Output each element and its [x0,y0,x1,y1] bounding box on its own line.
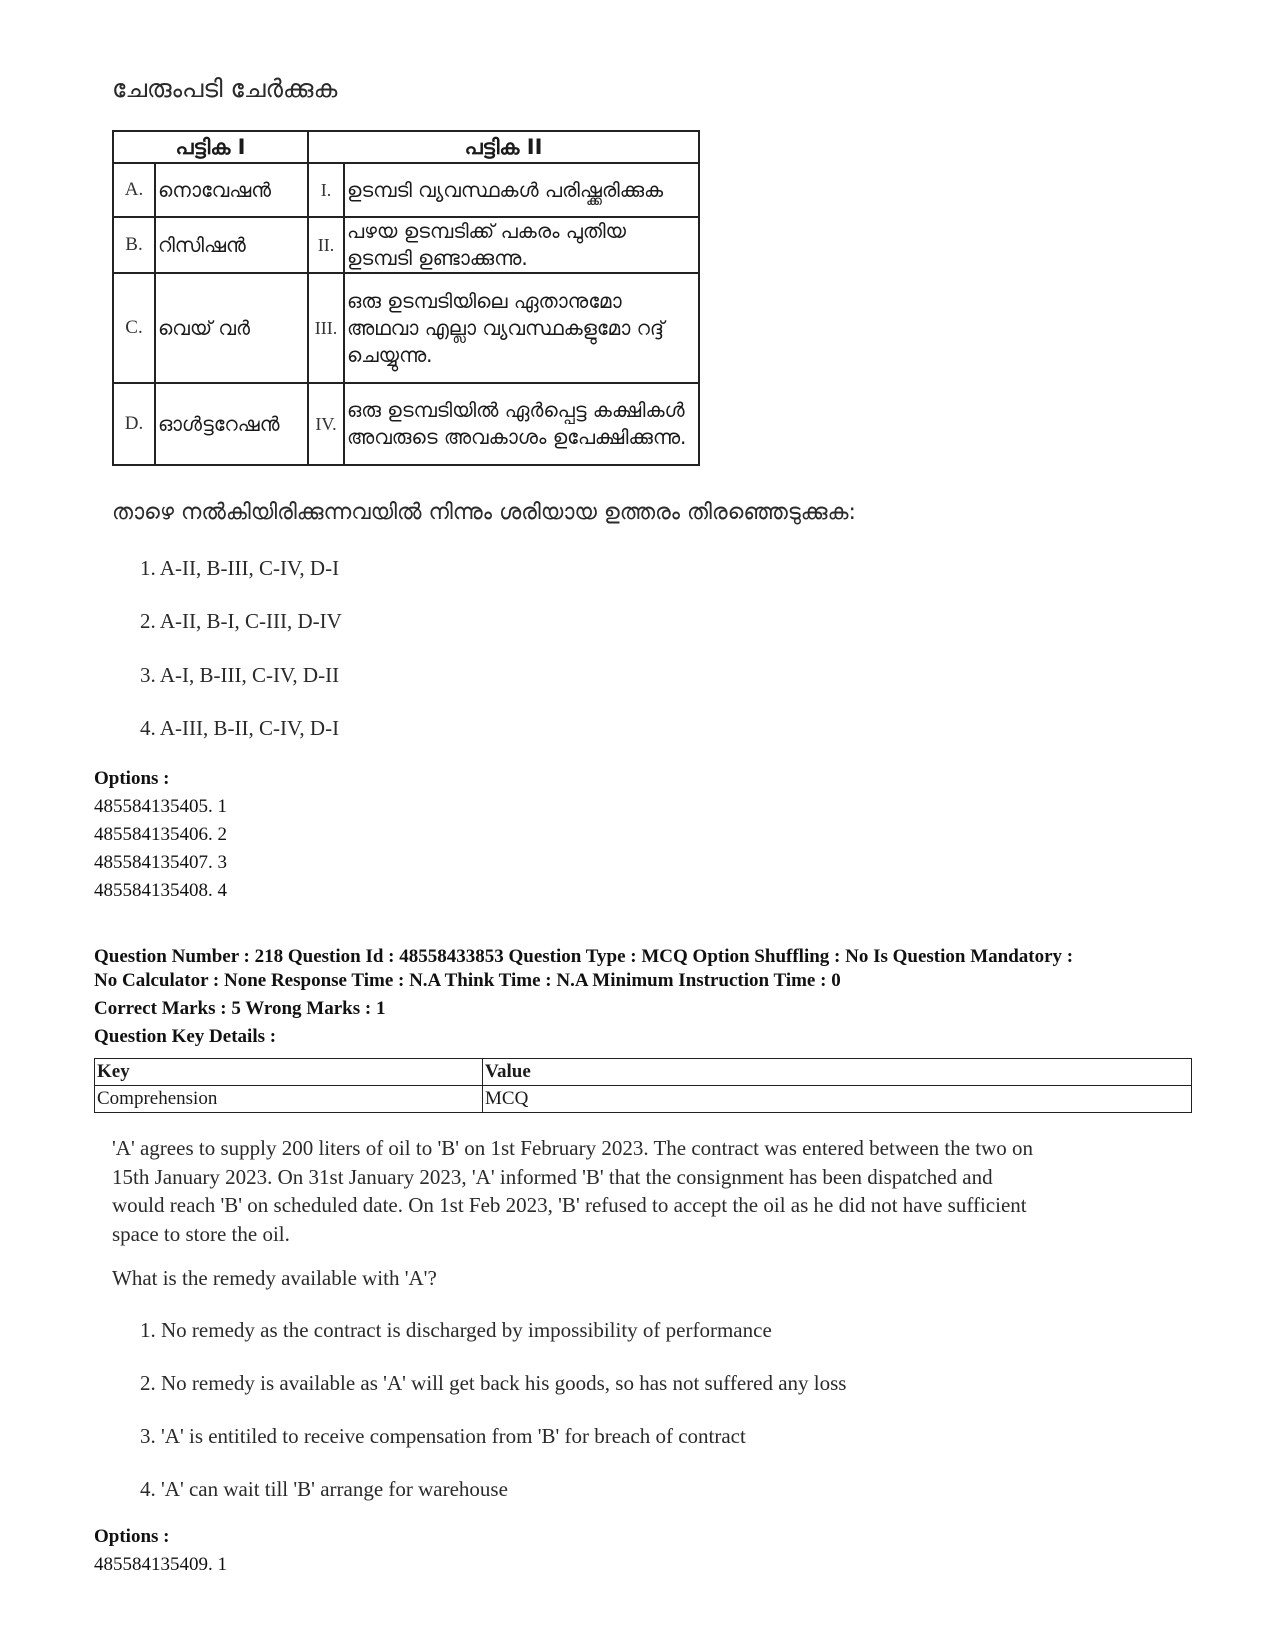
term-cell: റിസിഷൻ [155,217,308,273]
answer-choice: 1. A-II, B-III, C-IV, D-I [140,556,340,580]
key-cell: Comprehension [95,1086,483,1113]
question-title: ചേരുംപടി ചേർക്കുക [112,74,338,103]
definition-cell: പഴയ ഉടമ്പടിക്ക് പകരം പുതിയ ഉടമ്പടി ഉണ്ടാക്കുന്നു. [344,217,699,273]
table-row [113,163,699,217]
options-label: Options : [94,1526,170,1547]
column-2-header: പട്ടിക II [308,131,699,163]
roman-label: II. [308,217,344,273]
options-label: Options : [94,768,170,789]
question-instruction: താഴെ നൽകിയിരിക്കുന്നവയിൽ നിന്നും ശരിയായ ഉത്തരം തിരഞ്ഞെടുക്കുക: [112,500,856,525]
term-cell: നൊവേഷൻ [155,163,308,217]
row-label: A. [113,163,155,217]
answer-choice: 4. A-III, B-II, C-IV, D-I [140,716,340,740]
term-cell: ഓൾട്ടറേഷൻ [155,383,308,465]
table-row [113,217,699,273]
answer-choice: 4. 'A' can wait till 'B' arrange for warehouse [140,1477,508,1501]
key-table-header [95,1059,1192,1086]
roman-label: I. [308,163,344,217]
row-label: C. [113,273,155,383]
table-row [95,1086,1192,1113]
option-id: 485584135405. 1 [94,796,227,817]
row-label: B. [113,217,155,273]
definition-cell: ഉടമ്പടി വ്യവസ്ഥകൾ പരിഷ്ക്കരിക്കുക [344,163,699,217]
row-label: D. [113,383,155,465]
option-id: 485584135406. 2 [94,824,227,845]
match-table-header [113,131,699,163]
roman-label: III. [308,273,344,383]
question-meta-line-2: No Calculator : None Response Time : N.A Think Time : N.A Minimum Instruction Time : 0 [94,970,841,991]
answer-choice: 3. 'A' is entitiled to receive compensation from 'B' for breach of contract [140,1424,746,1448]
key-header: Key [95,1059,483,1086]
match-table [112,130,700,466]
roman-label: IV. [308,383,344,465]
passage-line: 15th January 2023. On 31st January 2023, 'A' informed 'B' that the consignment has been dispatched and [112,1164,993,1189]
table-row [113,273,699,383]
definition-cell: ഒരു ഉടമ്പടിയിൽ ഏർപ്പെട്ട കക്ഷികൾ അവരുടെ അവകാശം ഉപേക്ഷിക്കുന്നു. [344,383,699,465]
key-details-label: Question Key Details : [94,1026,277,1047]
answer-choice: 2. No remedy is available as 'A' will get back his goods, so has not suffered any loss [140,1371,847,1395]
option-id: 485584135407. 3 [94,852,227,873]
question-marks: Correct Marks : 5 Wrong Marks : 1 [94,998,386,1019]
option-id: 485584135409. 1 [94,1554,227,1575]
value-header: Value [483,1059,1192,1086]
question-text: What is the remedy available with 'A'? [112,1266,437,1290]
answer-choice: 2. A-II, B-I, C-III, D-IV [140,609,342,633]
table-row [113,383,699,465]
definition-cell: ഒരു ഉടമ്പടിയിലെ ഏതാനുമോ അഥവാ എല്ലാ വ്യവസ്ഥകളുമോ റദ്ദ് ചെയ്യുന്നു. [344,273,699,383]
answer-choice: 1. No remedy as the contract is discharged by impossibility of performance [140,1318,772,1342]
column-1-header: പട്ടിക I [113,131,308,163]
passage-line: space to store the oil. [112,1221,290,1246]
question-meta-line-1: Question Number : 218 Question Id : 48558433853 Question Type : MCQ Option Shuffling : No Is Question Mandatory : [94,946,1074,967]
passage-line: would reach 'B' on scheduled date. On 1st Feb 2023, 'B' refused to accept the oil as he did not have sufficient [112,1193,1027,1217]
answer-choice: 3. A-I, B-III, C-IV, D-II [140,663,340,687]
question-passage [112,1134,1152,1248]
key-details-table [94,1058,1192,1113]
option-id: 485584135408. 4 [94,880,227,901]
term-cell: വെയ് വർ [155,273,308,383]
passage-line: 'A' agrees to supply 200 liters of oil to 'B' on 1st February 2023. The contract was entered between the two on [112,1136,1034,1160]
value-cell: MCQ [483,1086,1192,1113]
